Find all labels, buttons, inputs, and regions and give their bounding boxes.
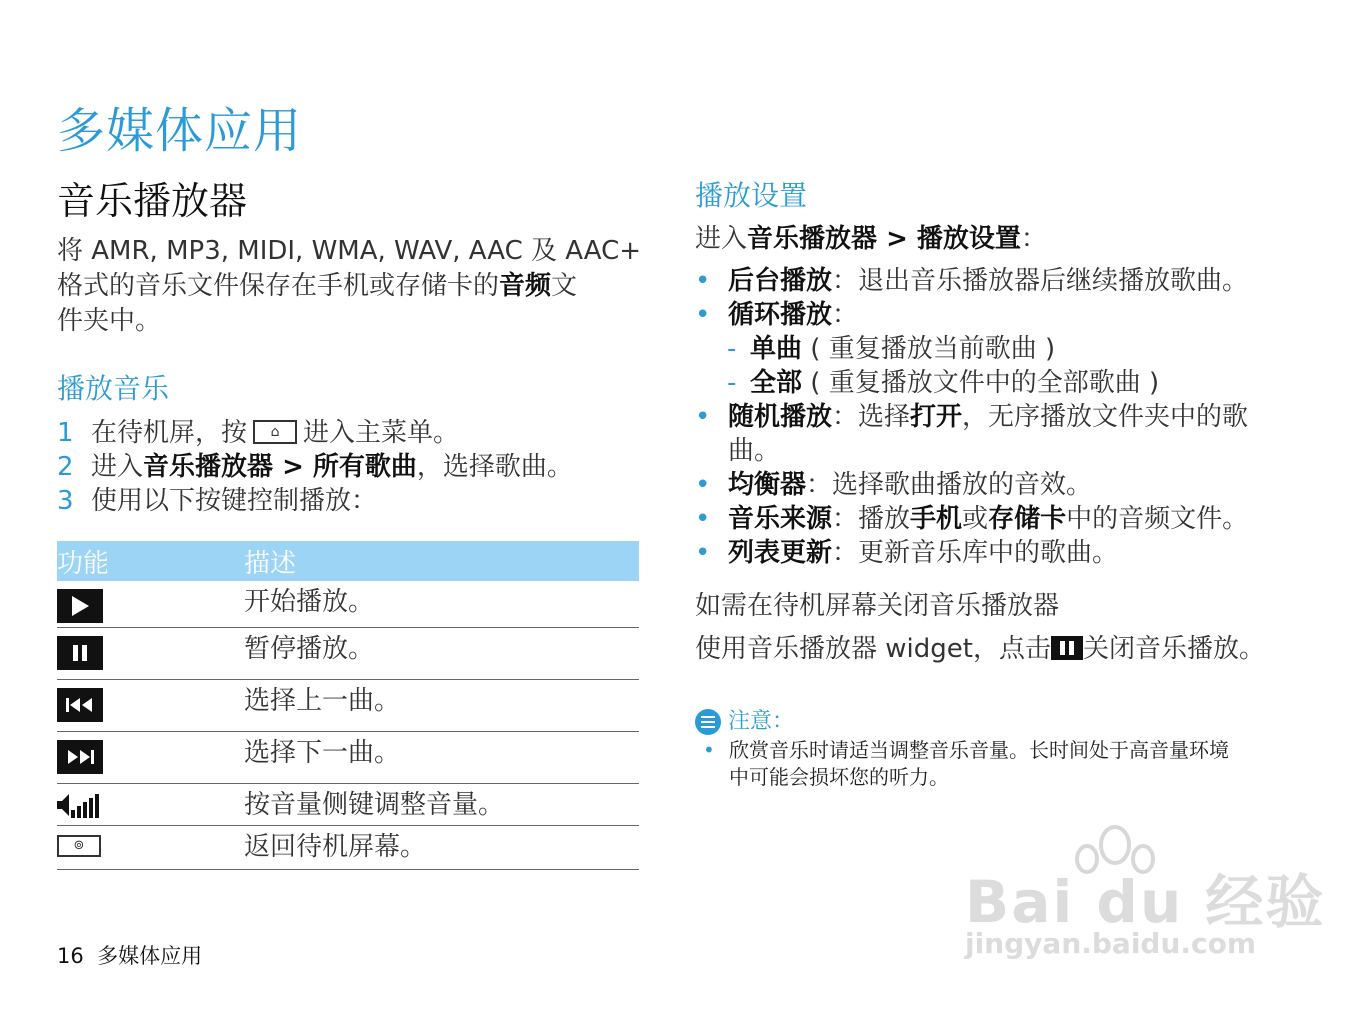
steps-list: [57, 416, 573, 518]
list-item: • 均衡器：选择歌曲播放的音效。: [695, 470, 1093, 500]
row-desc: 返回待机屏幕。: [244, 825, 639, 869]
row-desc: 开始播放。: [244, 581, 639, 627]
list-item: • 音乐来源：播放手机或存储卡中的音频文件。: [695, 504, 1249, 534]
table-row: [57, 731, 639, 783]
watermark-url: jingyan.baidu.com: [965, 927, 1257, 960]
step-1: 1 在待机屏，按 ⌂ 进入主菜单。: [57, 418, 460, 448]
intro-line-3: 件夹中。: [57, 306, 162, 336]
footer-title: 多媒体应用: [97, 944, 203, 968]
row-desc: 选择下一曲。: [244, 731, 639, 783]
list-item: • 随机播放：选择打开，无序播放文件夹中的歌 曲。: [695, 402, 1249, 466]
note-header: 注意：: [695, 704, 794, 735]
close-player-text: 使用音乐播放器 widget，点击 关闭音乐播放。: [695, 634, 1265, 664]
settings-list: [695, 264, 1295, 570]
row-desc: 选择上一曲。: [244, 679, 639, 731]
settings-path: 进入音乐播放器 > 播放设置：: [695, 224, 1047, 254]
watermark: [960, 815, 1326, 975]
chapter-title: 多媒体应用: [57, 103, 303, 159]
table-row: [57, 627, 639, 679]
table-row: [57, 783, 639, 825]
row-desc: 暂停播放。: [244, 627, 639, 679]
section-title: 音乐播放器: [57, 179, 248, 223]
sub-list-item: - 单曲 ( 重复播放当前歌曲 ): [727, 334, 1056, 364]
header-function: 功能: [57, 541, 244, 581]
home-key-icon: ⌂: [253, 420, 297, 444]
list-item: • 列表更新：更新音乐库中的歌曲。: [695, 538, 1119, 568]
page-number: 16: [57, 944, 84, 968]
page-footer: [57, 940, 202, 970]
intro-line-2: 格式的音乐文件保存在手机或存储卡的音频文: [57, 271, 578, 301]
step-2: 2 进入音乐播放器 > 所有歌曲，选择歌曲。: [57, 452, 573, 482]
return-key-icon: ⊚: [57, 835, 101, 857]
list-item: • 循环播放：: [695, 300, 859, 330]
table-header-row: [57, 541, 639, 581]
sub-list-item: - 全部 ( 重复播放文件中的全部歌曲 ): [727, 368, 1160, 398]
intro-line-1: 将 AMR, MP3, MIDI, WMA, WAV, AAC 及 AAC+: [57, 236, 642, 266]
function-table: [57, 541, 639, 870]
volume-icon: [57, 790, 99, 818]
table-row: [57, 581, 639, 627]
pause-icon: [57, 636, 103, 670]
watermark-brand: Bai du 经验: [965, 868, 1326, 936]
note-body: • 欣赏音乐时请适当调整音乐音量。长时间处于高音量环境 中可能会损坏您的听力。: [703, 738, 1229, 789]
play-icon: [57, 589, 103, 623]
row-desc: 按音量侧键调整音量。: [244, 783, 639, 825]
table-row: [57, 825, 639, 869]
intro-paragraph: [57, 234, 647, 339]
table-row: [57, 679, 639, 731]
step-3: 3 使用以下按键控制播放：: [57, 486, 378, 516]
note-icon: [695, 709, 721, 735]
header-description: 描述: [244, 541, 639, 581]
list-item: • 后台播放：退出音乐播放器后继续播放歌曲。: [695, 266, 1249, 296]
play-settings-heading: 播放设置: [695, 179, 808, 212]
close-player-heading: 如需在待机屏幕关闭音乐播放器: [695, 591, 1060, 621]
previous-track-icon: [57, 688, 103, 722]
play-music-heading: 播放音乐: [57, 372, 170, 405]
next-track-icon: [57, 740, 103, 774]
pause-icon: [1051, 636, 1083, 660]
